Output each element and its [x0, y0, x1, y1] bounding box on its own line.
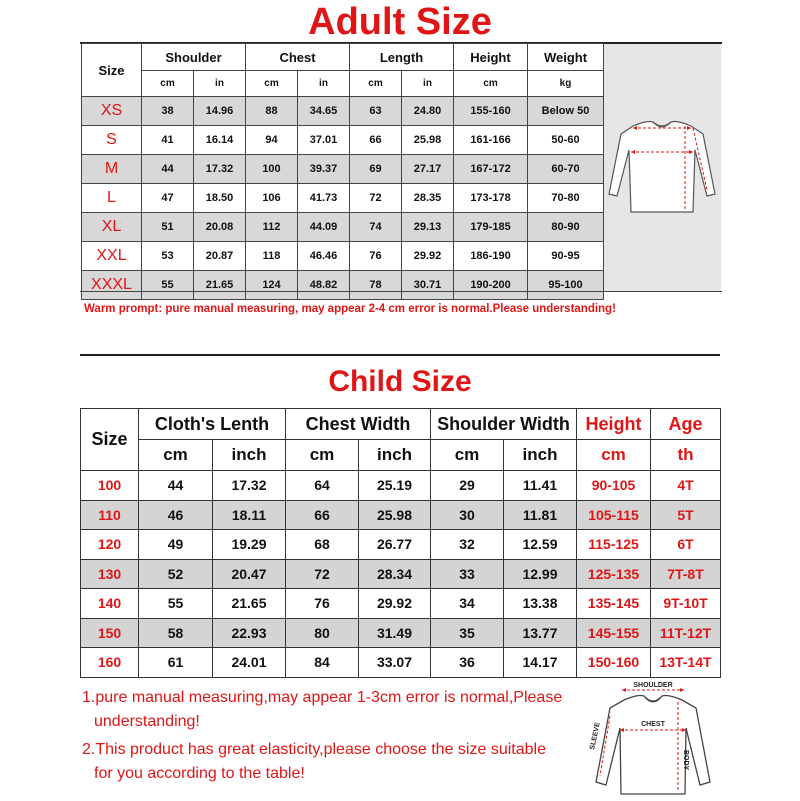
diagram-label-chest: CHEST — [641, 721, 665, 728]
note-1 — [82, 686, 602, 734]
value-cell: 13T-14T — [651, 648, 721, 678]
header-size: Size — [82, 44, 142, 97]
diagram-label-body: BODY — [682, 750, 689, 771]
value-cell: 30.71 — [402, 271, 454, 300]
unit-cell: cm — [139, 440, 213, 471]
value-cell: 167-172 — [454, 155, 528, 184]
header-length: Length — [350, 44, 454, 71]
size-cell: 110 — [81, 500, 139, 530]
value-cell: 74 — [350, 213, 402, 242]
value-cell: 33.07 — [359, 648, 431, 678]
value-cell: 21.65 — [213, 589, 286, 619]
unit-cell: cm — [350, 71, 402, 97]
value-cell: 63 — [350, 97, 402, 126]
size-cell: XL — [82, 213, 142, 242]
unit-cell: inch — [359, 440, 431, 471]
value-cell: 58 — [139, 618, 213, 648]
value-cell: 186-190 — [454, 242, 528, 271]
value-cell: 72 — [350, 184, 402, 213]
size-cell: 120 — [81, 530, 139, 560]
value-cell: 26.77 — [359, 530, 431, 560]
value-cell: 94 — [246, 126, 298, 155]
value-cell: 29 — [431, 471, 504, 501]
value-cell: 55 — [142, 271, 194, 300]
value-cell: 7T-8T — [651, 559, 721, 589]
value-cell: 55 — [139, 589, 213, 619]
child-table-row — [81, 471, 721, 501]
adult-table-row — [82, 213, 604, 242]
value-cell: 100 — [246, 155, 298, 184]
header-weight: Weight — [528, 44, 604, 71]
value-cell: 25.98 — [359, 500, 431, 530]
value-cell: 118 — [246, 242, 298, 271]
header-shoulder: Shoulder — [142, 44, 246, 71]
header-height: Height — [577, 409, 651, 440]
adult-size-title: Adult Size — [308, 1, 492, 43]
size-cell: M — [82, 155, 142, 184]
value-cell: 28.34 — [359, 559, 431, 589]
value-cell: 66 — [286, 500, 359, 530]
adult-table-row — [82, 97, 604, 126]
value-cell: 20.08 — [194, 213, 246, 242]
value-cell: 34.65 — [298, 97, 350, 126]
size-cell: L — [82, 184, 142, 213]
value-cell: 80 — [286, 618, 359, 648]
value-cell: 17.32 — [213, 471, 286, 501]
unit-cell: in — [298, 71, 350, 97]
header-cloth-length: Cloth's Lenth — [139, 409, 286, 440]
child-diagram-panel — [586, 678, 720, 796]
value-cell: 46.46 — [298, 242, 350, 271]
value-cell: 46 — [139, 500, 213, 530]
value-cell: 115-125 — [577, 530, 651, 560]
unit-cell: kg — [528, 71, 604, 97]
value-cell: 64 — [286, 471, 359, 501]
value-cell: 69 — [350, 155, 402, 184]
value-cell: 12.59 — [504, 530, 577, 560]
diagram-label-sleeve: SLEEVE — [589, 721, 602, 751]
diagram-label-shoulder: SHOULDER — [633, 682, 673, 689]
value-cell: 48.82 — [298, 271, 350, 300]
value-cell: 60-70 — [528, 155, 604, 184]
value-cell: 39.37 — [298, 155, 350, 184]
value-cell: 44.09 — [298, 213, 350, 242]
size-cell: 160 — [81, 648, 139, 678]
unit-cell: in — [402, 71, 454, 97]
value-cell: 29.13 — [402, 213, 454, 242]
header-chest-width: Chest Width — [286, 409, 431, 440]
value-cell: 11.81 — [504, 500, 577, 530]
value-cell: 38 — [142, 97, 194, 126]
unit-cell: cm — [577, 440, 651, 471]
value-cell: 51 — [142, 213, 194, 242]
child-size-table — [80, 408, 721, 678]
value-cell: 47 — [142, 184, 194, 213]
unit-cell: inch — [213, 440, 286, 471]
value-cell: 150-160 — [577, 648, 651, 678]
unit-cell: inch — [504, 440, 577, 471]
value-cell: 9T-10T — [651, 589, 721, 619]
value-cell: 161-166 — [454, 126, 528, 155]
value-cell: 24.80 — [402, 97, 454, 126]
size-cell: XS — [82, 97, 142, 126]
unit-cell: cm — [286, 440, 359, 471]
header-height: Height — [454, 44, 528, 71]
value-cell: 37.01 — [298, 126, 350, 155]
value-cell: 27.17 — [402, 155, 454, 184]
value-cell: 145-155 — [577, 618, 651, 648]
child-table-row — [81, 589, 721, 619]
value-cell: Below 50 — [528, 97, 604, 126]
value-cell: 20.87 — [194, 242, 246, 271]
value-cell: 19.29 — [213, 530, 286, 560]
value-cell: 34 — [431, 589, 504, 619]
value-cell: 4T — [651, 471, 721, 501]
value-cell: 29.92 — [359, 589, 431, 619]
value-cell: 28.35 — [402, 184, 454, 213]
size-cell: S — [82, 126, 142, 155]
value-cell: 6T — [651, 530, 721, 560]
value-cell: 35 — [431, 618, 504, 648]
size-cell: 100 — [81, 471, 139, 501]
value-cell: 20.47 — [213, 559, 286, 589]
value-cell: 135-145 — [577, 589, 651, 619]
value-cell: 16.14 — [194, 126, 246, 155]
child-table-row — [81, 648, 721, 678]
value-cell: 88 — [246, 97, 298, 126]
value-cell: 24.01 — [213, 648, 286, 678]
note-2-line-b: for you according to the table! — [94, 765, 305, 782]
value-cell: 105-115 — [577, 500, 651, 530]
adult-table-row — [82, 184, 604, 213]
value-cell: 95-100 — [528, 271, 604, 300]
adult-table-row — [82, 242, 604, 271]
value-cell: 18.50 — [194, 184, 246, 213]
value-cell: 11.41 — [504, 471, 577, 501]
value-cell: 13.77 — [504, 618, 577, 648]
header-shoulder-width: Shoulder Width — [431, 409, 577, 440]
value-cell: 70-80 — [528, 184, 604, 213]
value-cell: 13.38 — [504, 589, 577, 619]
value-cell: 18.11 — [213, 500, 286, 530]
value-cell: 31.49 — [359, 618, 431, 648]
value-cell: 44 — [142, 155, 194, 184]
value-cell: 25.98 — [402, 126, 454, 155]
note-2-line-a: 2.This product has great elasticity,please choose the size suitable — [82, 741, 546, 758]
value-cell: 5T — [651, 500, 721, 530]
value-cell: 155-160 — [454, 97, 528, 126]
adult-diagram-panel — [603, 44, 721, 291]
value-cell: 21.65 — [194, 271, 246, 300]
value-cell: 29.92 — [402, 242, 454, 271]
header-age: Age — [651, 409, 721, 440]
value-cell: 124 — [246, 271, 298, 300]
value-cell: 44 — [139, 471, 213, 501]
value-cell: 30 — [431, 500, 504, 530]
value-cell: 72 — [286, 559, 359, 589]
value-cell: 106 — [246, 184, 298, 213]
adult-table-row — [82, 126, 604, 155]
adult-warm-prompt: Warm prompt: pure manual measuring, may appear 2-4 cm error is normal.Please understanding! — [80, 291, 722, 327]
value-cell: 76 — [286, 589, 359, 619]
size-cell: 150 — [81, 618, 139, 648]
unit-cell: cm — [246, 71, 298, 97]
header-size: Size — [81, 409, 139, 471]
value-cell: 78 — [350, 271, 402, 300]
value-cell: 14.17 — [504, 648, 577, 678]
size-cell: 130 — [81, 559, 139, 589]
unit-cell: cm — [142, 71, 194, 97]
value-cell: 53 — [142, 242, 194, 271]
value-cell: 25.19 — [359, 471, 431, 501]
value-cell: 173-178 — [454, 184, 528, 213]
note-1-line-a: 1.pure manual measuring,may appear 1-3cm error is normal,Please — [82, 689, 563, 706]
value-cell: 50-60 — [528, 126, 604, 155]
note-2 — [82, 738, 602, 786]
adult-table-row — [82, 155, 604, 184]
value-cell: 84 — [286, 648, 359, 678]
unit-cell: th — [651, 440, 721, 471]
value-cell: 190-200 — [454, 271, 528, 300]
value-cell: 68 — [286, 530, 359, 560]
unit-cell: cm — [431, 440, 504, 471]
value-cell: 76 — [350, 242, 402, 271]
value-cell: 12.99 — [504, 559, 577, 589]
note-1-line-b: understanding! — [94, 713, 200, 730]
value-cell: 32 — [431, 530, 504, 560]
value-cell: 41 — [142, 126, 194, 155]
header-chest: Chest — [246, 44, 350, 71]
child-size-title: Child Size — [328, 365, 472, 398]
value-cell: 17.32 — [194, 155, 246, 184]
value-cell: 90-105 — [577, 471, 651, 501]
value-cell: 61 — [139, 648, 213, 678]
adult-size-table — [81, 43, 604, 300]
value-cell: 49 — [139, 530, 213, 560]
value-cell: 11T-12T — [651, 618, 721, 648]
shirt-measure-icon — [603, 44, 721, 291]
shirt-diagram-icon — [586, 678, 720, 796]
size-cell: XXL — [82, 242, 142, 271]
size-cell: XXXL — [82, 271, 142, 300]
child-table-row — [81, 618, 721, 648]
value-cell: 90-95 — [528, 242, 604, 271]
value-cell: 179-185 — [454, 213, 528, 242]
value-cell: 41.73 — [298, 184, 350, 213]
value-cell: 66 — [350, 126, 402, 155]
value-cell: 80-90 — [528, 213, 604, 242]
value-cell: 112 — [246, 213, 298, 242]
unit-cell: cm — [454, 71, 528, 97]
unit-cell: in — [194, 71, 246, 97]
child-table-row — [81, 530, 721, 560]
child-table-row — [81, 559, 721, 589]
value-cell: 125-135 — [577, 559, 651, 589]
value-cell: 52 — [139, 559, 213, 589]
value-cell: 33 — [431, 559, 504, 589]
value-cell: 14.96 — [194, 97, 246, 126]
child-table-row — [81, 500, 721, 530]
size-cell: 140 — [81, 589, 139, 619]
value-cell: 36 — [431, 648, 504, 678]
value-cell: 22.93 — [213, 618, 286, 648]
